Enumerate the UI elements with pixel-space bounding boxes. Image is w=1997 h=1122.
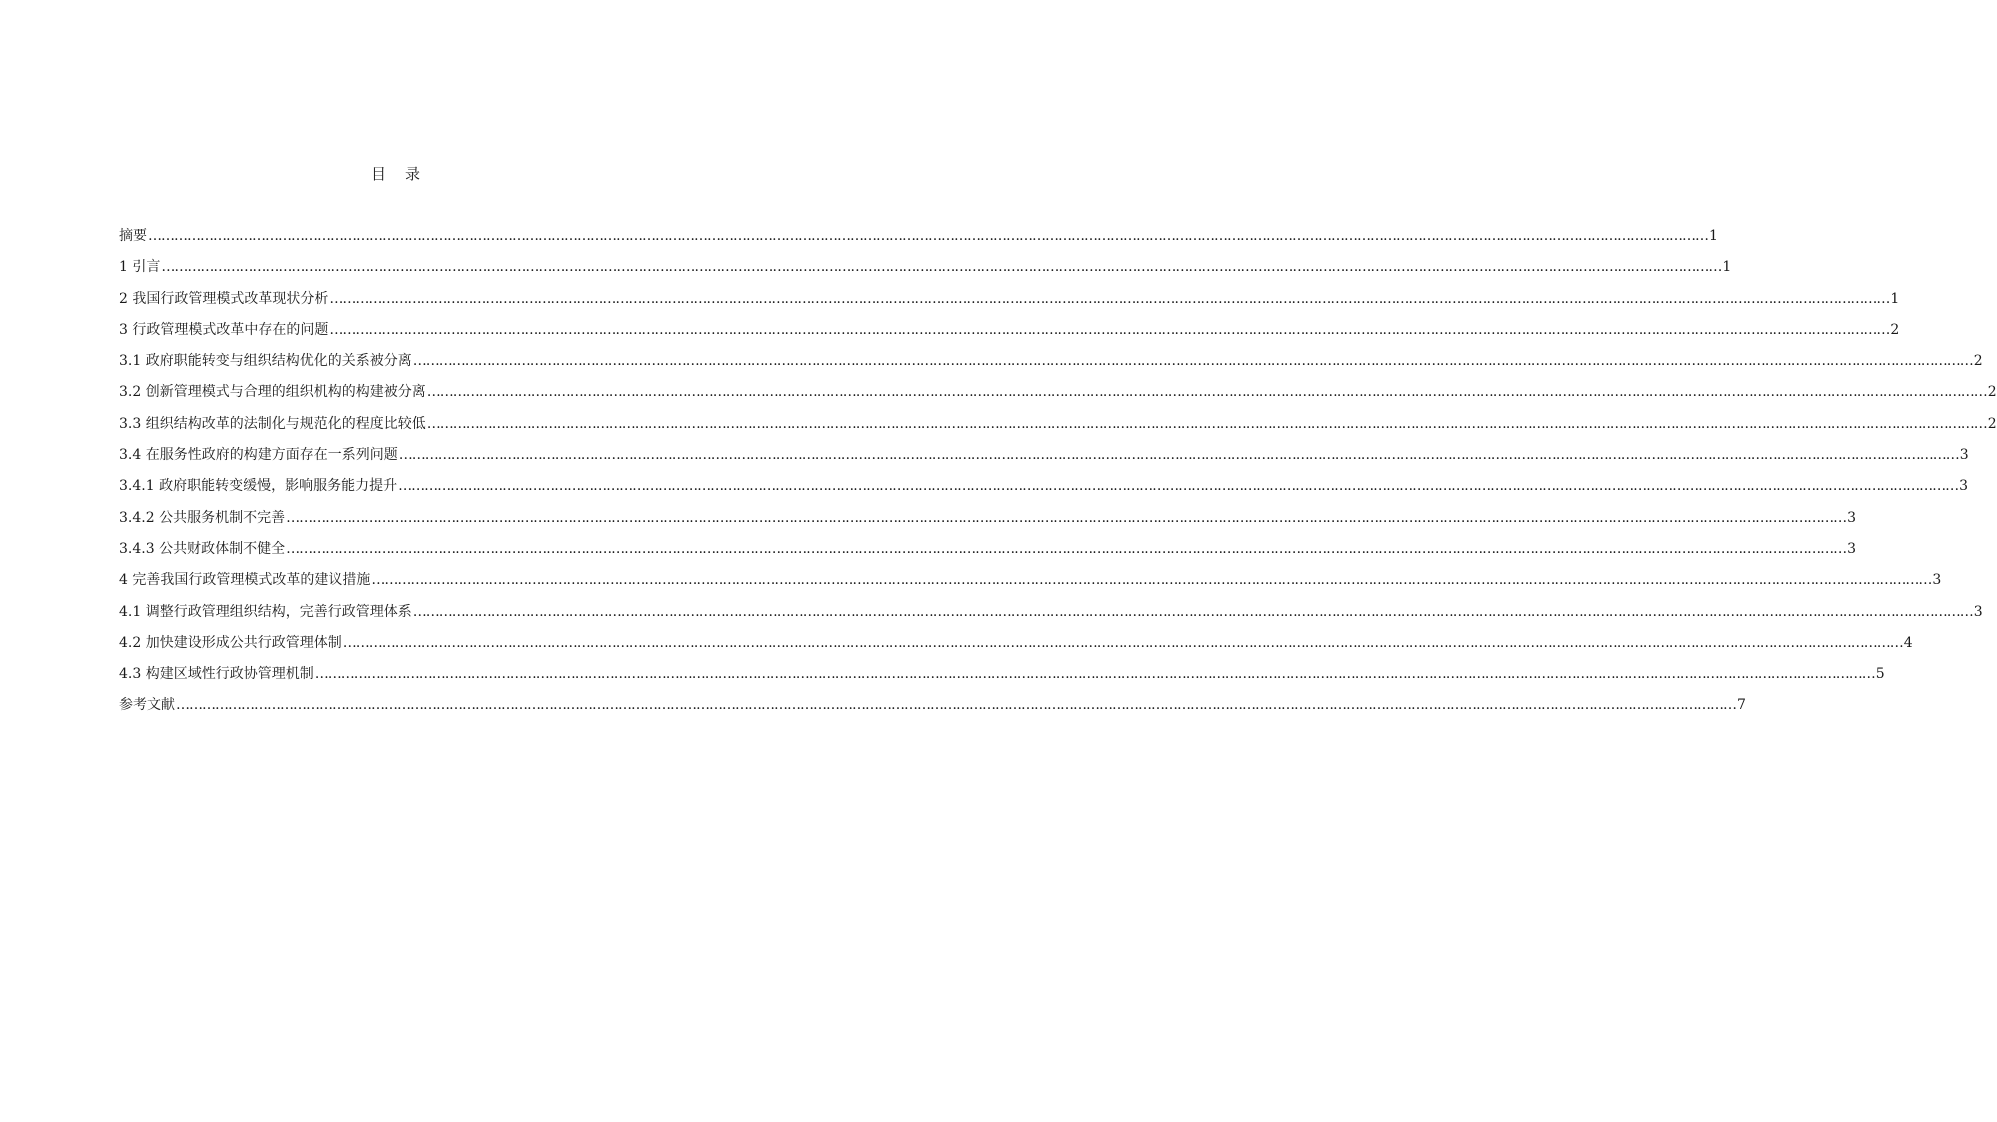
toc-page-number: 2 xyxy=(1973,353,1983,370)
toc-entry[interactable] xyxy=(119,382,1997,413)
toc-leader-dots: ……………………………………………………………………………………………………………………………………………………………………………………………………………………………………………………………………………………………………………………………… xyxy=(398,478,1959,495)
toc-page-number: 2 xyxy=(1987,384,1997,401)
toc-leader-dots: ……………………………………………………………………………………………………………………………………………………………………………………………………………………………………………………………………………………………………………………………… xyxy=(329,290,1890,307)
toc-leader-dots: ……………………………………………………………………………………………………………………………………………………………………………………………………………………………………………………………………………………………………………………………… xyxy=(286,509,1847,526)
toc-page-number: 1 xyxy=(1890,290,1900,307)
toc-leader-dots: ……………………………………………………………………………………………………………………………………………………………………………………………………………………………………………………………………………………………………………………………… xyxy=(148,228,1708,244)
toc-page-number: 4 xyxy=(1903,634,1913,651)
toc-page-number: 3 xyxy=(1847,540,1856,557)
toc-entry-text: 3.4 在服务性政府的构建方面存在一系列问题 xyxy=(119,447,398,464)
toc-entry-text: 4.2 加快建设形成公共行政管理体制 xyxy=(119,634,342,651)
toc-entry-text: 3 行政管理模式改革中存在的问题 xyxy=(119,321,329,338)
toc-entry[interactable] xyxy=(119,695,1746,726)
toc-leader-dots: ……………………………………………………………………………………………………………………………………………………………………………………………………………………………………………………………………………………………………………………………… xyxy=(176,697,1736,714)
toc-entry-text: 3.4.1 政府职能转变缓慢，影响服务能力提升 xyxy=(119,478,398,495)
toc-leader-dots: ……………………………………………………………………………………………………………………………………………………………………………………………………………………………………………………………………………………………………………………………… xyxy=(398,447,1959,464)
toc-page-number: 2 xyxy=(1890,321,1900,338)
toc-entry-text: 1 引言 xyxy=(119,259,161,276)
toc-page-number: 1 xyxy=(1709,228,1718,244)
toc-leader-dots: ……………………………………………………………………………………………………………………………………………………………………………………………………………………………………………………………………………………………………………………………… xyxy=(412,603,1973,620)
toc-entry[interactable] xyxy=(119,226,1718,257)
toc-entry[interactable] xyxy=(119,257,1732,288)
toc-leader-dots: ……………………………………………………………………………………………………………………………………………………………………………………………………………………………………………………………………………………………………………………………… xyxy=(329,321,1890,338)
toc-page-number: 7 xyxy=(1737,697,1746,714)
toc-entry-text: 4.1 调整行政管理组织结构，完善行政管理体系 xyxy=(119,603,412,620)
toc-entry[interactable] xyxy=(119,602,1983,633)
toc-page-number: 3 xyxy=(1959,478,1968,495)
toc-page-number: 3 xyxy=(1847,509,1856,526)
toc-entry[interactable] xyxy=(119,664,1885,695)
toc-entry-text: 4 完善我国行政管理模式改革的建议措施 xyxy=(119,572,371,589)
toc-leader-dots: ……………………………………………………………………………………………………………………………………………………………………………………………………………………………………………………………………………………………………………………………… xyxy=(412,353,1973,370)
toc-page-number: 3 xyxy=(1973,603,1983,620)
toc-entry[interactable] xyxy=(119,445,1969,476)
toc-page-number: 3 xyxy=(1959,447,1969,464)
toc-entry-text: 3.2 创新管理模式与合理的组织机构的构建被分离 xyxy=(119,384,426,401)
toc-page-number: 2 xyxy=(1987,415,1997,432)
toc-entry-text: 2 我国行政管理模式改革现状分析 xyxy=(119,290,329,307)
toc-entry[interactable] xyxy=(119,351,1983,382)
toc-entry-text: 摘要 xyxy=(119,228,147,244)
toc-entry[interactable] xyxy=(119,476,1968,507)
toc-entry[interactable] xyxy=(119,508,1856,539)
toc-entry[interactable] xyxy=(119,570,1942,601)
toc-leader-dots: ……………………………………………………………………………………………………………………………………………………………………………………………………………………………………………………………………………………………………………………………… xyxy=(426,384,1987,401)
toc-leader-dots: ……………………………………………………………………………………………………………………………………………………………………………………………………………………………………………………………………………………………………………………………… xyxy=(161,259,1722,276)
toc-page-number: 5 xyxy=(1875,666,1885,683)
toc-entry[interactable] xyxy=(119,320,1900,351)
toc-entry-text: 3.3 组织结构改革的法制化与规范化的程度比较低 xyxy=(119,415,426,432)
toc-entry-text: 参考文献 xyxy=(119,697,175,714)
toc-entry-text: 4.3 构建区域性行政协管理机制 xyxy=(119,666,314,683)
toc-leader-dots: ……………………………………………………………………………………………………………………………………………………………………………………………………………………………………………………………………………………………………………………………… xyxy=(342,634,1903,651)
toc-entry[interactable] xyxy=(119,633,1913,664)
toc-entry[interactable] xyxy=(119,289,1900,320)
toc-entry-text: 3.1 政府职能转变与组织结构优化的关系被分离 xyxy=(119,353,412,370)
toc-title: 目 录 xyxy=(370,165,422,183)
toc-leader-dots: ……………………………………………………………………………………………………………………………………………………………………………………………………………………………………………………………………………………………………………………………… xyxy=(371,572,1932,589)
toc-leader-dots: ……………………………………………………………………………………………………………………………………………………………………………………………………………………………………………………………………………………………………………………………… xyxy=(286,540,1847,557)
toc-leader-dots: ……………………………………………………………………………………………………………………………………………………………………………………………………………………………………………………………………………………………………………………………… xyxy=(426,415,1987,432)
toc-entry-text: 3.4.2 公共服务机制不完善 xyxy=(119,509,286,526)
toc-page-number: 1 xyxy=(1722,259,1732,276)
toc-entry[interactable] xyxy=(119,539,1856,570)
toc-leader-dots: ……………………………………………………………………………………………………………………………………………………………………………………………………………………………………………………………………………………………………………………………… xyxy=(314,666,1875,683)
toc-page-number: 3 xyxy=(1932,572,1942,589)
toc-list xyxy=(119,226,1997,727)
toc-entry-text: 3.4.3 公共财政体制不健全 xyxy=(119,540,286,557)
toc-entry[interactable] xyxy=(119,414,1997,445)
